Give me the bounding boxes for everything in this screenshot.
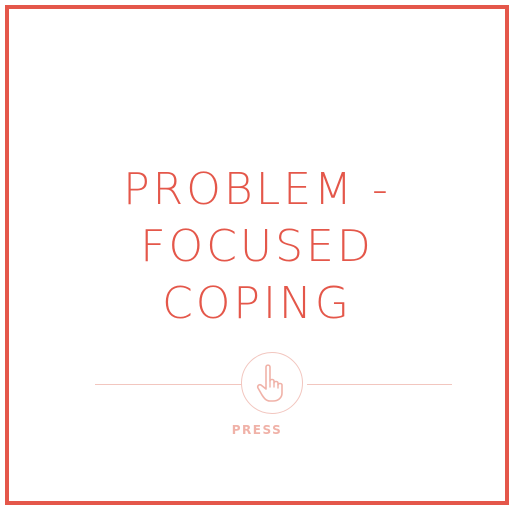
divider-left — [95, 384, 243, 385]
press-button[interactable] — [241, 352, 303, 414]
card-title-line-1: PROBLEM - — [123, 164, 391, 215]
flashcard — [5, 5, 509, 505]
card-title-line-3: COPING — [162, 278, 352, 329]
divider-right — [307, 384, 452, 385]
press-label[interactable]: PRESS — [231, 423, 283, 437]
pointing-hand-icon — [256, 363, 288, 403]
card-title — [9, 161, 505, 332]
card-title-line-2: FOCUSED — [140, 221, 374, 272]
